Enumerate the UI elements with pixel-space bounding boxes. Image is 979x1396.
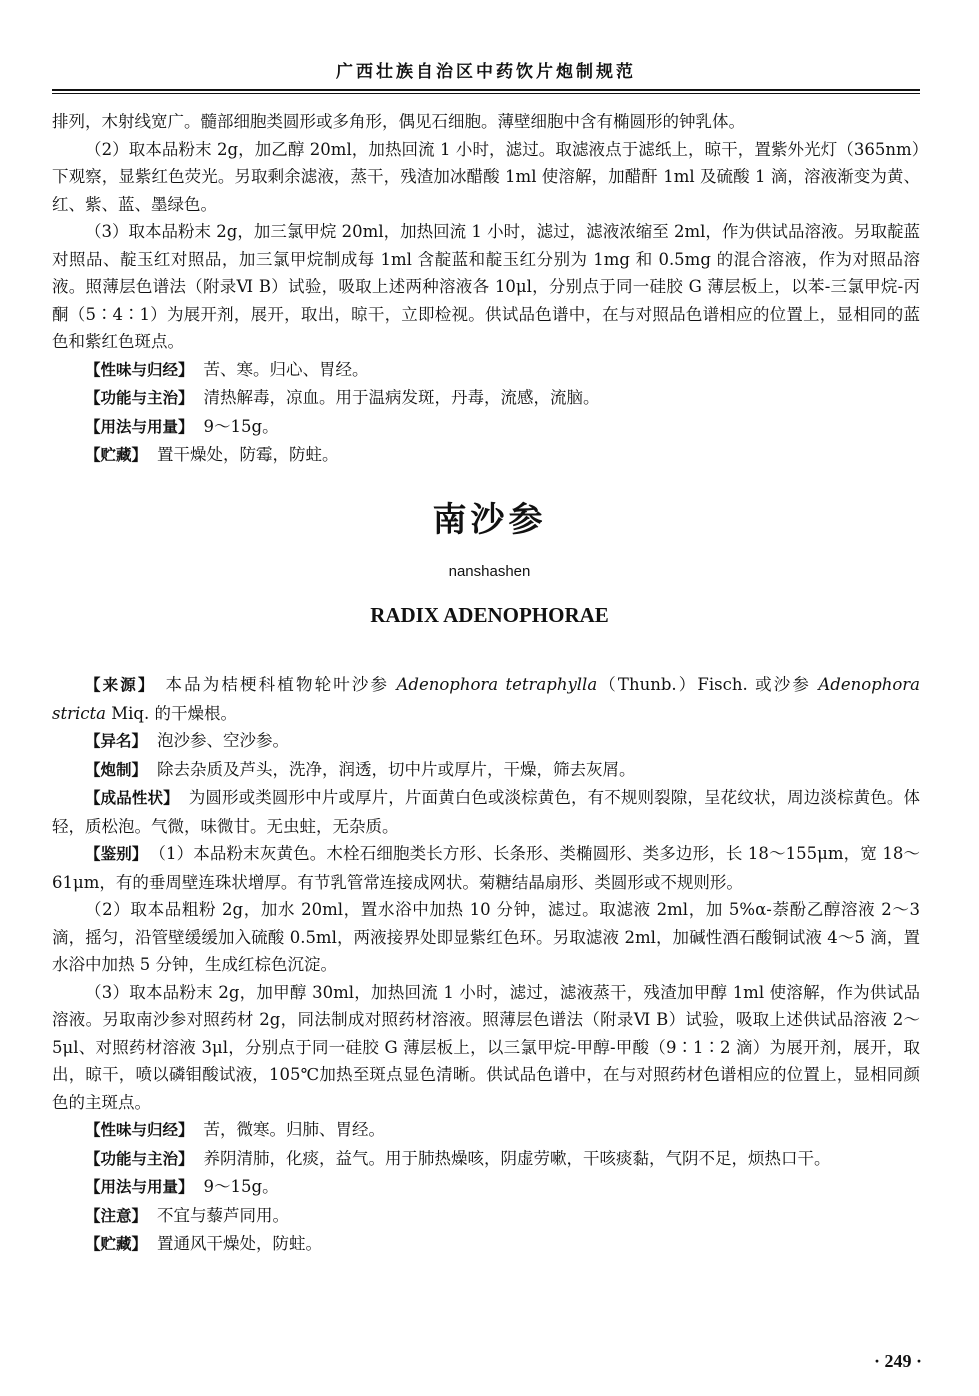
paragraph: （3）取本品粉末 2g，加三氯甲烷 20ml，加热回流 1 小时，滤过，滤液浓缩至 2ml，作为供试品溶液。另取靛蓝对照品、靛玉红对照品，加三氯甲烷制成每 1ml 含靛蓝和靛玉红分别为 1mg 和 0.5mg 的混合溶液，作为对照品溶液。照薄层色谱法（附录Ⅵ B）试验，吸取上述两种溶液各 10μl，分别点于同一硅胶 G 薄层板上，以苯-三氯甲烷-丙酮（5∶4∶1）为展开剂，展开，取出，晾干，立即检视。供试品色谱中，在与对照品色谱相应的位置上，显相同的蓝色和紫红色斑点。 xyxy=(52,222,920,351)
entry-dosage xyxy=(52,1173,920,1202)
entry-text: 泡沙参、空沙参。 xyxy=(157,731,290,750)
entry-text: （1）本品粉末灰黄色。木栓石细胞类长方形、长条形、类椭圆形、类多边形，长 18～155μm，宽 18～61μm，有的垂周壁连珠状增厚。有节乳管常连接成网状。菊糖结晶扇形、类圆形或不规则形。 xyxy=(52,844,920,892)
entry-text: 养阴清肺，化痰，益气。用于肺热燥咳，阴虚劳嗽，干咳痰黏，气阴不足，烦热口干。 xyxy=(203,1148,831,1168)
entry-text: 9～15g。 xyxy=(203,416,279,436)
entry-key: 【贮藏】 xyxy=(85,1235,148,1253)
entry-key: 【性味与归经】 xyxy=(85,1121,194,1139)
entry-key: 【用法与用量】 xyxy=(85,417,194,436)
entry-storage xyxy=(52,441,920,470)
source-text: （Thunb.）Fisch. 或沙参 xyxy=(597,675,819,694)
header-rule-thin xyxy=(52,93,920,94)
entry-key: 【异名】 xyxy=(85,732,148,750)
entry-text: 清热解毒，凉血。用于温病发斑，丹毒，流感，流脑。 xyxy=(203,388,600,407)
monograph-body xyxy=(52,671,920,1259)
entry-text: 苦、寒。归心、胃经。 xyxy=(203,359,369,379)
entry-caution xyxy=(52,1202,920,1231)
entry-key: 【注意】 xyxy=(85,1206,148,1225)
paragraph: （2）取本品粗粉 2g，加水 20ml，置水浴中加热 10 分钟，滤过。取滤液 2ml，加 5%α-萘酚乙醇溶液 2～3 滴，摇匀，沿管壁缓缓加入硫酸 0.5ml，两液接界处即显紫红色环。另取滤液 2ml，加碱性酒石酸铜试液 4～5 滴，置水浴中加热 5 分钟，生成红棕色沉淀。 xyxy=(52,900,920,974)
entry-text: 除去杂质及芦头，洗净，润透，切中片或厚片，干燥，筛去灰屑。 xyxy=(157,759,636,779)
header-rule-thick xyxy=(52,89,920,91)
page-number: · 249 · xyxy=(873,1351,922,1371)
scientific-name: Adenophora tetraphylla xyxy=(396,675,598,694)
entry-key: 【来源】 xyxy=(85,676,156,694)
entry-key: 【成品性状】 xyxy=(85,789,179,807)
monograph-title-latin: RADIX ADENOPHORAE xyxy=(370,603,609,627)
monograph-title-pinyin: nanshashen xyxy=(448,563,531,580)
entry-source xyxy=(52,671,920,727)
entry-appearance xyxy=(52,784,920,840)
entry-key: 【性味与归经】 xyxy=(85,360,194,379)
scientific-name: Adenophora stricta xyxy=(52,675,920,723)
entry-function xyxy=(52,384,920,413)
entry-text: 置通风干燥处，防蛀。 xyxy=(157,1234,323,1253)
entry-dosage xyxy=(52,413,920,442)
entry-text: 9～15g。 xyxy=(203,1177,279,1196)
entry-alias xyxy=(52,727,920,756)
monograph-title-chinese: 南沙参 xyxy=(432,500,547,540)
entry-text: 为圆形或类圆形中片或厚片，片面黄白色或淡棕黄色，有不规则裂隙，呈花纹状，周边淡棕黄色。体轻，质松泡。气微，味微甘。无虫蛀，无杂质。 xyxy=(52,788,920,836)
entry-key: 【用法与用量】 xyxy=(85,1178,194,1196)
entry-key: 【鉴别】 xyxy=(85,845,148,863)
entry-key: 【功能与主治】 xyxy=(85,1149,194,1168)
source-text: 本品为桔梗科植物轮叶沙参 xyxy=(165,675,397,694)
paragraph: （2）取本品粉末 2g，加乙醇 20ml，加热回流 1 小时，滤过。取滤液点于滤纸上，晾干，置紫外光灯（365nm）下观察，显紫红色荧光。另取剩余滤液，蒸干，残渣加冰醋酸 1ml 使溶解，加醋酐 1ml 及硫酸 1 滴，溶液渐变为黄、红、紫、蓝、墨绿色。 xyxy=(52,139,920,214)
previous-entry-section xyxy=(52,108,920,470)
entry-text: 苦，微寒。归肺、胃经。 xyxy=(203,1120,386,1139)
entry-key: 【功能与主治】 xyxy=(85,389,194,407)
entry-function xyxy=(52,1145,920,1174)
entry-text: 置干燥处，防霉，防蛀。 xyxy=(157,445,339,464)
entry-identification xyxy=(52,840,920,896)
entry-key: 【炮制】 xyxy=(85,760,148,779)
entry-processing xyxy=(52,756,920,785)
entry-taste-meridian xyxy=(52,1116,920,1145)
paragraph: （3）取本品粉末 2g，加甲醇 30ml，加热回流 1 小时，滤过，滤液蒸干，残渣加甲醇 1ml 使溶解，作为供试品溶液。另取南沙参对照药材 2g，同法制成对照药材溶液。照薄层色谱法（附录Ⅵ B）试验，吸取上述供试品溶液 2～5μl、对照药材溶液 3μl，分别点于同一硅胶 G 薄层板上，以三氯甲烷-甲醇-甲酸（9∶1∶2 滴）为展开剂，展开，取出，晾干，喷以磷钼酸试液，105℃加热至斑点显色清晰。供试品色谱中，在与对照药材色谱相应的位置上，显相同颜色的主斑点。 xyxy=(52,982,920,1112)
entry-text: 不宜与藜芦同用。 xyxy=(157,1205,290,1225)
entry-key: 【贮藏】 xyxy=(85,446,148,464)
paragraph: 排列，木射线宽广。髓部细胞类圆形或多角形，偶见石细胞。薄壁细胞中含有椭圆形的钟乳体。 xyxy=(52,112,745,131)
running-header: 广西壮族自治区中药饮片炮制规范 xyxy=(336,62,636,82)
source-text: Miq. 的干燥根。 xyxy=(105,703,237,723)
entry-taste-meridian xyxy=(52,356,920,385)
entry-storage xyxy=(52,1230,920,1259)
